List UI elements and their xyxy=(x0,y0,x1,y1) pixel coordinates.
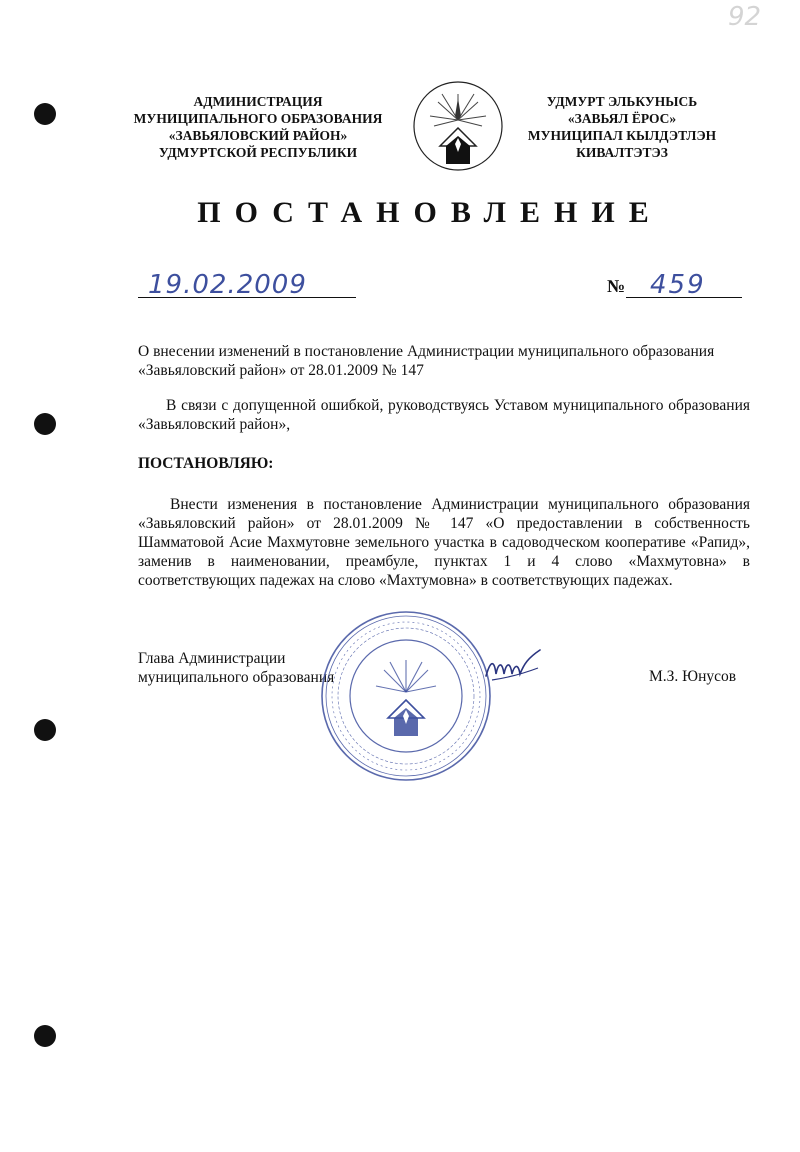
official-stamp xyxy=(318,608,494,784)
signatory-title-line: муниципального образования xyxy=(138,669,335,686)
header-left-line: АДМИНИСТРАЦИЯ xyxy=(193,94,323,109)
header-left-line: МУНИЦИПАЛЬНОГО ОБРАЗОВАНИЯ xyxy=(133,111,383,126)
number-sign: № xyxy=(607,276,626,296)
signatory-title-line: Глава Администрации xyxy=(138,650,286,667)
header-right-line: «ЗАВЬЯЛ ЁРОС» xyxy=(567,111,677,126)
document-subject: О внесении изменений в постановление Администрации муниципального образования «Завьяловский район» от 28.01.2009 № 147 xyxy=(138,343,715,379)
district-emblem xyxy=(412,80,504,172)
header-right-line: МУНИЦИПАЛ КЫЛДЭТЛЭН xyxy=(527,128,717,143)
document-title: ПОСТАНОВЛЕНИЕ xyxy=(197,196,663,229)
punch-hole xyxy=(34,719,56,741)
header-right-block xyxy=(522,93,722,161)
preamble-paragraph: В связи с допущенной ошибкой, руководствуясь Уставом муниципального образования «Завьяловский район», xyxy=(138,397,750,433)
date-underline xyxy=(138,297,356,298)
decree-body-paragraph: Внести изменения в постановление Администрации муниципального образования «Завьяловский район» от 28.01.2009 № 147 «О предоставлении в собственность Шамматовой Асие Махмутовне земельного участка в садоводческом кооперативе «Рапид», заменив в наименовании, преамбуле, пунктах 1 и 4 слово «Махмутовна» в соответствующих падежах на слово «Махтумовна» в соответствующих падежах. xyxy=(138,496,750,589)
number-underline xyxy=(626,297,742,298)
punch-hole xyxy=(34,103,56,125)
handwritten-signature xyxy=(482,644,544,694)
decree-heading: ПОСТАНОВЛЯЮ: xyxy=(138,455,274,472)
header-right-line: КИВАЛТЭТЭЗ xyxy=(576,145,668,160)
handwritten-date: 19.02.2009 xyxy=(148,270,307,300)
header-left-line: УДМУРТСКОЙ РЕСПУБЛИКИ xyxy=(158,145,358,160)
page-number-mark: 92 xyxy=(728,2,762,32)
header-left-block xyxy=(120,93,396,161)
header-right-line: УДМУРТ ЭЛЬКУНЫСЬ xyxy=(546,94,698,109)
handwritten-number: 459 xyxy=(650,270,706,300)
punch-hole xyxy=(34,1025,56,1047)
header-left-line: «ЗАВЬЯЛОВСКИЙ РАЙОН» xyxy=(168,128,348,143)
signatory-name: М.З. Юнусов xyxy=(649,668,737,685)
punch-hole xyxy=(34,413,56,435)
